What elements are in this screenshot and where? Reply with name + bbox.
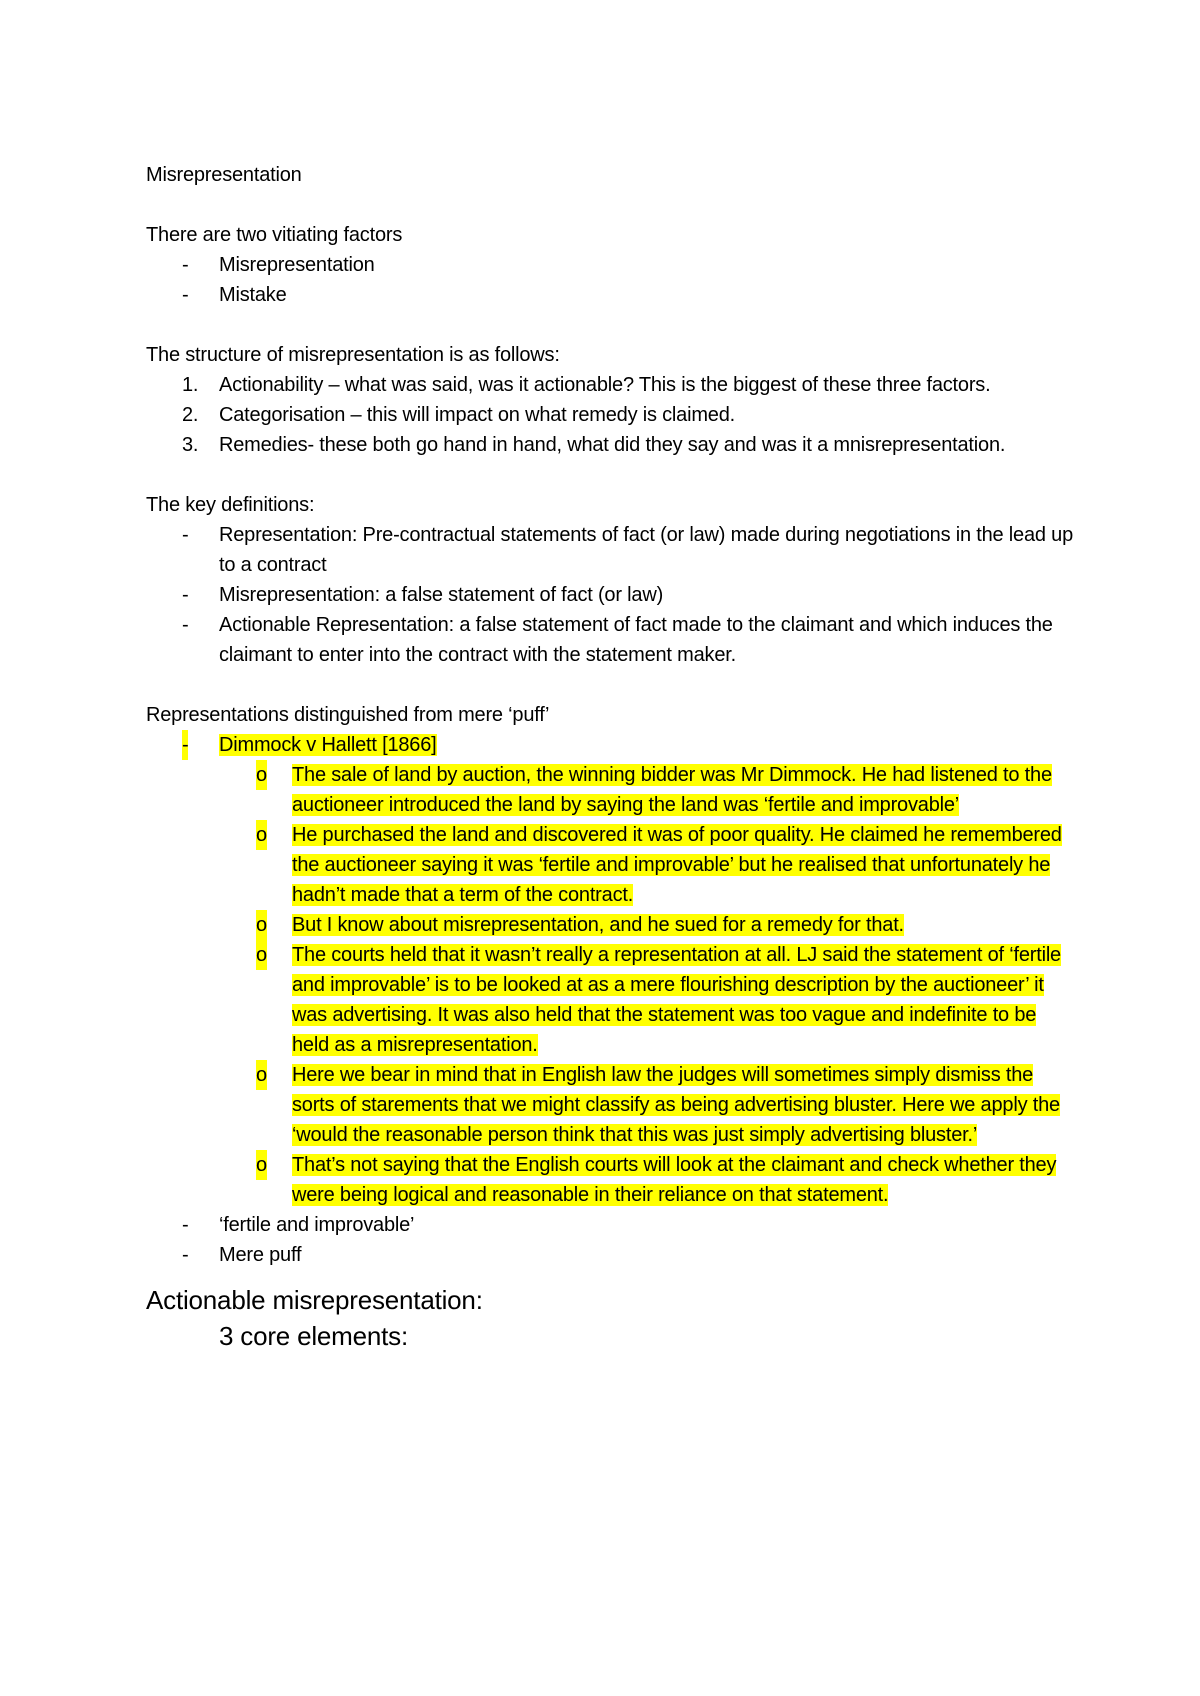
dash-bullet: -	[182, 1244, 189, 1266]
structure-intro: The structure of misrepresentation is as follows:	[146, 344, 560, 366]
circle-bullet: o	[256, 940, 267, 970]
numbered-item	[146, 430, 1076, 460]
case-title-item	[146, 730, 1076, 760]
number-marker: 1.	[182, 374, 199, 396]
list-item	[146, 1240, 1076, 1270]
section-heading: Actionable misrepresentation:	[146, 1285, 483, 1315]
list-item	[146, 520, 1076, 580]
spacer	[146, 190, 1076, 220]
case-point-text: Here we bear in mind that in English law the judges will sometimes simply dismiss the sorts of starements that we might classify as being advertising bluster. Here we apply the ‘would the reasonable person think that this was just simply advertising bluster.’	[292, 1064, 1060, 1146]
dash-bullet: -	[182, 524, 189, 546]
document-body	[146, 160, 1076, 1354]
case-point-text: But I know about misrepresentation, and he sued for a remedy for that.	[292, 914, 904, 936]
numbered-item	[146, 370, 1076, 400]
dash-bullet: -	[182, 584, 189, 606]
number-marker: 3.	[182, 434, 199, 456]
list-item-text: Actionable Representation: a false statement of fact made to the claimant and which induces the claimant to enter into the contract with the statement maker.	[219, 614, 1053, 666]
list-item	[146, 580, 1076, 610]
case-point	[146, 760, 1076, 820]
numbered-item-text: Actionability – what was said, was it actionable? This is the biggest of these three factors.	[219, 374, 991, 396]
case-point	[146, 940, 1076, 1060]
numbered-item-text: Remedies- these both go hand in hand, what did they say and was it a mnisrepresentation.	[219, 434, 1006, 456]
circle-bullet: o	[256, 1060, 267, 1090]
circle-bullet: o	[256, 910, 267, 940]
list-item	[146, 1210, 1076, 1240]
dash-bullet: -	[182, 254, 189, 276]
list-item-text: ‘fertile and improvable’	[219, 1214, 415, 1236]
spacer	[146, 310, 1076, 340]
dash-bullet: -	[182, 614, 189, 636]
list-item	[146, 610, 1076, 670]
case-point	[146, 910, 1076, 940]
list-item-text: Representation: Pre-contractual statements of fact (or law) made during negotiations in the lead up to a contract	[219, 524, 1074, 576]
section-subheading: 3 core elements:	[219, 1321, 409, 1351]
dash-bullet: -	[182, 1214, 189, 1236]
case-point-text: The sale of land by auction, the winning bidder was Mr Dimmock. He had listened to the auctioneer introduced the land by saying the land was ‘fertile and improvable’	[292, 764, 1052, 816]
puff-intro: Representations distinguished from mere ‘puff’	[146, 704, 550, 726]
spacer	[146, 460, 1076, 490]
vitiating-intro: There are two vitiating factors	[146, 224, 403, 246]
case-point-text: The courts held that it wasn’t really a representation at all. LJ said the statement of ‘fertile and improvable’ is to be looked at as a mere flourishing description by the auctioneer’ it was advertising. It was also held that the statement was too vague and indefinite to be held as a misrepresentation.	[292, 944, 1061, 1056]
spacer	[146, 670, 1076, 700]
case-point	[146, 820, 1076, 910]
case-point-text: He purchased the land and discovered it was of poor quality. He claimed he remembered the auctioneer saying it was ‘fertile and improvable’ but he realised that unfortunately he hadn’t made that a term of the contract.	[292, 824, 1062, 906]
list-item	[146, 250, 1076, 280]
list-item-text: Misrepresentation	[219, 254, 375, 276]
dash-bullet: -	[182, 284, 189, 306]
case-point-text: That’s not saying that the English courts will look at the claimant and check whether they were being logical and reasonable in their reliance on that statement.	[292, 1154, 1057, 1206]
list-item-text: Misrepresentation: a false statement of fact (or law)	[219, 584, 664, 606]
dash-bullet: -	[182, 730, 188, 760]
definitions-intro: The key definitions:	[146, 494, 315, 516]
circle-bullet: o	[256, 820, 267, 850]
list-item-text: Mere puff	[219, 1244, 302, 1266]
numbered-item-text: Categorisation – this will impact on what remedy is claimed.	[219, 404, 735, 426]
numbered-item	[146, 400, 1076, 430]
list-item	[146, 280, 1076, 310]
circle-bullet: o	[256, 1150, 267, 1180]
number-marker: 2.	[182, 404, 199, 426]
case-point	[146, 1150, 1076, 1210]
list-item-text: Mistake	[219, 284, 287, 306]
page-title: Misrepresentation	[146, 164, 302, 186]
case-point	[146, 1060, 1076, 1150]
case-title: Dimmock v Hallett [1866]	[219, 734, 437, 756]
circle-bullet: o	[256, 760, 267, 790]
